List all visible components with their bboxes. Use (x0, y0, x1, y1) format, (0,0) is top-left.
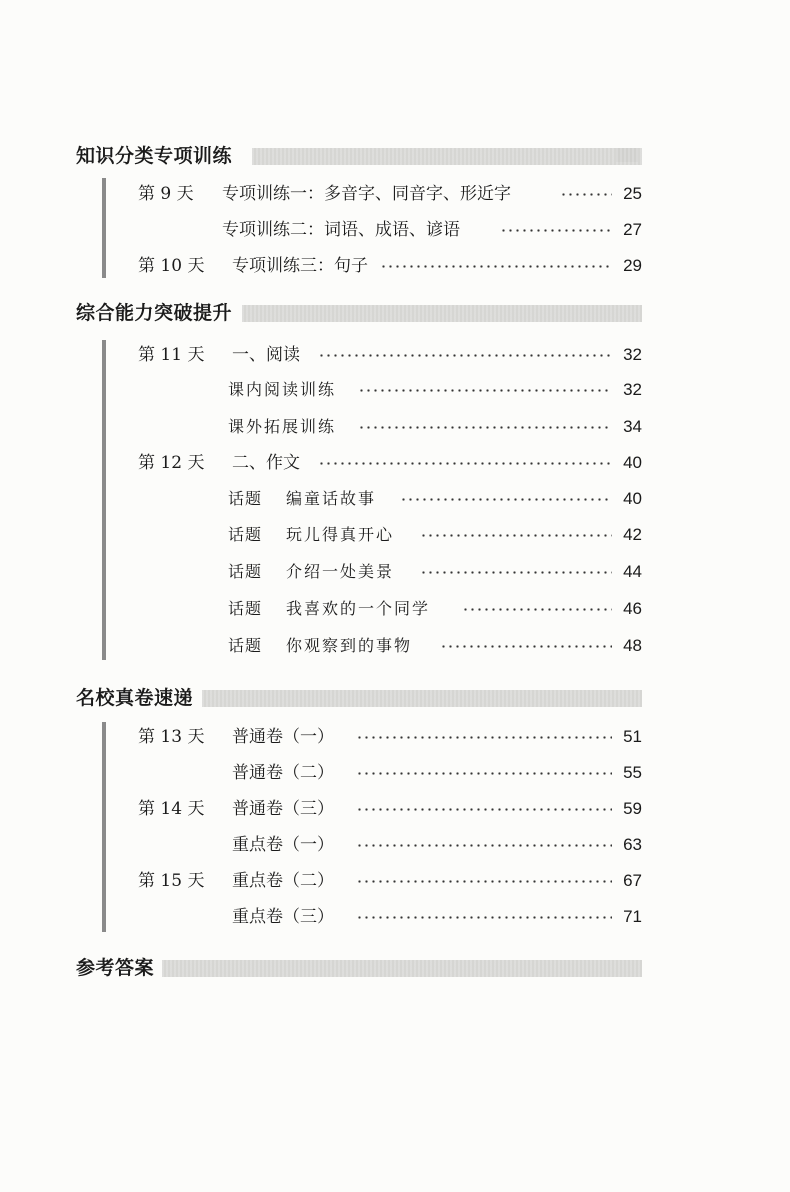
toc-title: 普通卷（二） (232, 758, 340, 788)
toc-title: 课外拓展训练 (228, 412, 342, 442)
toc-day: 第 9 天 (138, 184, 194, 204)
toc-page-number: 48 (623, 636, 642, 655)
toc-leader-dots (400, 498, 612, 501)
topic-title: 玩儿得真开心 (286, 525, 395, 544)
toc-day: 第 10 天 (138, 256, 205, 276)
section-side-bar (102, 722, 106, 932)
toc-entry[interactable] (0, 866, 790, 896)
toc-title (228, 631, 418, 661)
toc-title: 普通卷（一） (232, 722, 340, 752)
toc-title (228, 557, 400, 587)
toc-entry[interactable] (0, 830, 790, 860)
toc-page-number: 55 (623, 763, 642, 782)
section-header-band (202, 690, 642, 707)
section-title: 综合能力突破提升 (76, 298, 240, 328)
toc-entry[interactable] (0, 448, 790, 478)
toc-leader-dots (356, 844, 612, 847)
toc-page-number: 29 (623, 256, 642, 275)
toc-page-number: 40 (623, 453, 642, 472)
toc-entry[interactable] (0, 340, 790, 370)
topic-tag: 话题 (228, 525, 263, 544)
toc-leader-dots (356, 916, 612, 919)
toc-page-number: 32 (623, 345, 642, 364)
section-header-band (252, 148, 642, 165)
toc-title: 重点卷（二） (232, 866, 340, 896)
toc-leader-dots (356, 808, 612, 811)
toc-title: 重点卷（三） (232, 902, 340, 932)
topic-title: 我喜欢的一个同学 (286, 599, 431, 618)
toc-page-number: 42 (623, 525, 642, 544)
toc-leader-dots (560, 193, 612, 196)
toc-title: 课内阅读训练 (228, 375, 342, 405)
toc-leader-dots (440, 645, 612, 648)
toc-page-number: 46 (623, 599, 642, 618)
section-header-band (242, 305, 642, 322)
topic-title: 介绍一处美景 (286, 562, 395, 581)
toc-day: 第 11 天 (138, 345, 205, 365)
toc-leader-dots (356, 772, 612, 775)
toc-leader-dots (318, 354, 612, 357)
topic-title: 你观察到的事物 (286, 636, 413, 655)
section-title: 知识分类专项训练 (76, 141, 240, 171)
topic-tag: 话题 (228, 562, 263, 581)
toc-entry[interactable] (0, 412, 790, 442)
section-header-exams (76, 683, 642, 713)
toc-entry[interactable] (0, 251, 790, 281)
toc-entry[interactable] (0, 758, 790, 788)
toc-title: 一、阅读 (232, 340, 306, 370)
toc-day: 第 15 天 (138, 871, 205, 891)
topic-tag: 话题 (228, 489, 263, 508)
toc-day: 第 13 天 (138, 727, 205, 747)
section-title: 名校真卷速递 (76, 683, 201, 713)
toc-page-number: 34 (623, 417, 642, 436)
topic-title: 编童话故事 (286, 489, 377, 508)
section-title: 参考答案 (76, 953, 162, 983)
toc-title: 二、作文 (232, 448, 306, 478)
toc-leader-dots (358, 426, 612, 429)
toc-entry[interactable] (0, 722, 790, 752)
toc-entry[interactable] (0, 594, 790, 624)
toc-title: 普通卷（三） (232, 794, 340, 824)
toc-entry[interactable] (0, 902, 790, 932)
toc-leader-dots (358, 389, 612, 392)
toc-title (228, 484, 382, 514)
toc-entry[interactable] (0, 794, 790, 824)
toc-title: 专项训练二：词语、成语、谚语 (222, 215, 466, 245)
toc-entry[interactable] (0, 631, 790, 661)
toc-day: 第 14 天 (138, 799, 205, 819)
toc-title (228, 520, 400, 550)
toc-entry[interactable] (0, 520, 790, 550)
toc-leader-dots (500, 229, 612, 232)
toc-page-number: 27 (623, 220, 642, 239)
toc-page-number: 25 (623, 184, 642, 203)
toc-entry[interactable] (0, 557, 790, 587)
toc-page-number: 59 (623, 799, 642, 818)
toc-page-number: 40 (623, 489, 642, 508)
toc-entry[interactable] (0, 179, 790, 209)
topic-tag: 话题 (228, 599, 263, 618)
toc-leader-dots (380, 265, 612, 268)
toc-day: 第 12 天 (138, 453, 205, 473)
toc-leader-dots (420, 571, 612, 574)
section-header-ability (76, 298, 642, 328)
toc-page-number: 63 (623, 835, 642, 854)
toc-page-number: 44 (623, 562, 642, 581)
toc-page-number: 67 (623, 871, 642, 890)
toc-entry[interactable] (0, 375, 790, 405)
section-header-answers[interactable] (76, 953, 642, 983)
section-header-band (162, 960, 642, 977)
toc-title: 专项训练一：多音字、同音字、形近字 (222, 179, 517, 209)
toc-title (228, 594, 436, 624)
toc-page-number: 32 (623, 380, 642, 399)
section-header-knowledge (76, 141, 642, 171)
toc-entry[interactable] (0, 215, 790, 245)
toc-leader-dots (356, 736, 612, 739)
toc-leader-dots (420, 534, 612, 537)
toc-title: 专项训练三：句子 (232, 251, 374, 281)
toc-title: 重点卷（一） (232, 830, 340, 860)
toc-entry[interactable] (0, 484, 790, 514)
toc-page-number: 71 (623, 907, 642, 926)
toc-leader-dots (462, 608, 612, 611)
toc-leader-dots (318, 462, 612, 465)
toc-page-number: 51 (623, 727, 642, 746)
toc-leader-dots (356, 880, 612, 883)
topic-tag: 话题 (228, 636, 263, 655)
